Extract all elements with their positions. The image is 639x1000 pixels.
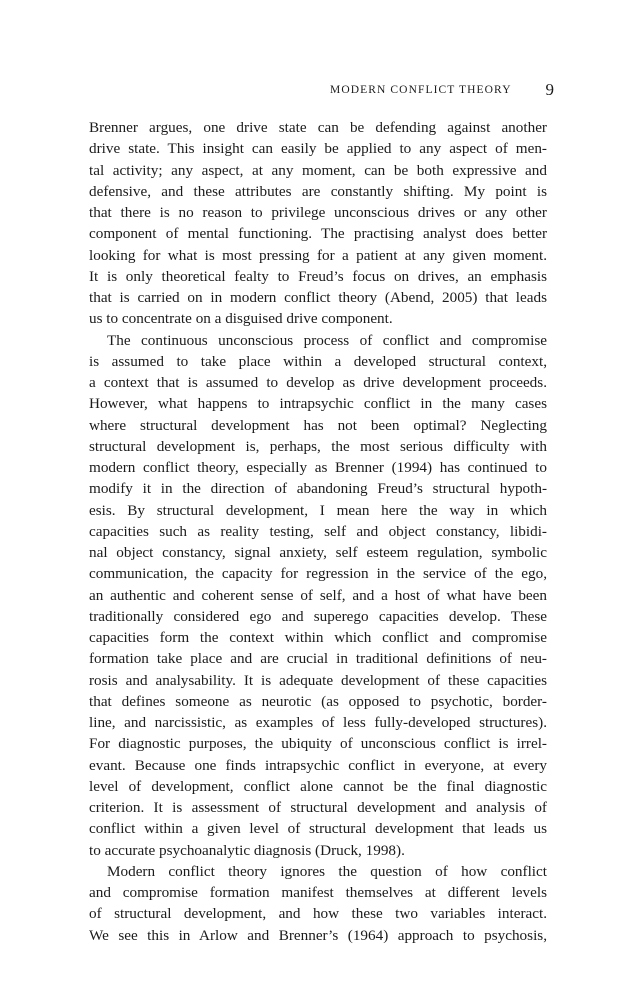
text-line: communication, the capacity for regression in the service of the ego, <box>89 565 547 583</box>
text-line: conflict within a given level of structural development that leads us <box>89 820 547 838</box>
text-line: level of development, conflict alone cannot be the final diagnostic <box>89 777 547 795</box>
text-line: that there is no reason to privilege unconscious drives or any other <box>89 204 547 221</box>
text-line: However, what happens to intrapsychic conflict in the many cases <box>89 395 547 413</box>
paragraph-2 <box>89 330 547 861</box>
text-line: an authentic and coherent sense of self, and a host of what have been <box>89 586 547 604</box>
text-line: nal object constancy, signal anxiety, self esteem regulation, symbolic <box>89 544 547 561</box>
text-line: where structural development has not been optimal? Neglecting <box>89 416 547 434</box>
paragraph-3 <box>89 861 547 946</box>
text-line: drive state. This insight can easily be applied to any aspect of men- <box>89 140 547 158</box>
text-line: is assumed to take place within a developed structural context, <box>89 352 547 370</box>
page-number: 9 <box>545 80 554 99</box>
text-line: For diagnostic purposes, the ubiquity of unconscious conflict is irrel- <box>89 735 547 753</box>
text-line: formation take place and are crucial in traditional definitions of neu- <box>89 650 547 668</box>
text-line: defensive, and these attributes are constantly shifting. My point is <box>89 182 547 200</box>
text-line: capacities such as reality testing, self and object constancy, libidi- <box>89 522 547 540</box>
text-line: esis. By structural development, I mean here the way in which <box>89 501 547 519</box>
text-line: that defines someone as neurotic (as opposed to psychotic, border- <box>89 692 547 710</box>
text-line: component of mental functioning. The practising analyst does better <box>89 225 547 243</box>
paragraph-1 <box>89 117 547 330</box>
text-line: structural development is, perhaps, the most serious difficulty with <box>89 437 547 455</box>
text-line: The continuous unconscious process of conflict and compromise <box>107 331 547 349</box>
text-line: Modern conflict theory ignores the question of how conflict <box>107 862 547 880</box>
text-line: and compromise formation manifest themselves at different levels <box>89 884 547 901</box>
text-line: looking for what is most pressing for a patient at any given moment. <box>89 246 547 264</box>
text-line: line, and narcissistic, as examples of less fully-developed structures). <box>89 714 547 731</box>
text-line: Brenner argues, one drive state can be defending against another <box>89 119 547 136</box>
text-line: tal activity; any aspect, at any moment, can be both expressive and <box>89 161 547 179</box>
text-line: criterion. It is assessment of structural development and analysis of <box>89 799 547 816</box>
text-line: evant. Because one finds intrapsychic conflict in everyone, at every <box>89 756 547 774</box>
text-line: to accurate psychoanalytic diagnosis (Druck, 1998). <box>89 841 405 859</box>
body-text <box>89 117 547 946</box>
text-line: We see this in Arlow and Brenner’s (1964) approach to psychosis, <box>89 926 547 944</box>
running-head: MODERN CONFLICT THEORY <box>330 84 512 96</box>
text-line: It is only theoretical fealty to Freud’s focus on drives, an emphasis <box>89 267 547 285</box>
text-line: that is carried on in modern conflict theory (Abend, 2005) that leads <box>89 289 547 306</box>
text-line: modern conflict theory, especially as Brenner (1994) has continued to <box>89 459 547 476</box>
text-line: modify it in the direction of abandoning Freud’s structural hypoth- <box>89 480 547 498</box>
text-line: a context that is assumed to develop as drive development proceeds. <box>89 374 547 391</box>
text-line: rosis and analysability. It is adequate development of these capacities <box>89 671 547 689</box>
text-line: us to concentrate on a disguised drive component. <box>89 310 393 328</box>
text-line: capacities form the context within which conflict and compromise <box>89 629 547 646</box>
text-line: traditionally considered ego and superego capacities develop. These <box>89 607 547 625</box>
text-line: of structural development, and how these two variables interact. <box>89 905 547 923</box>
